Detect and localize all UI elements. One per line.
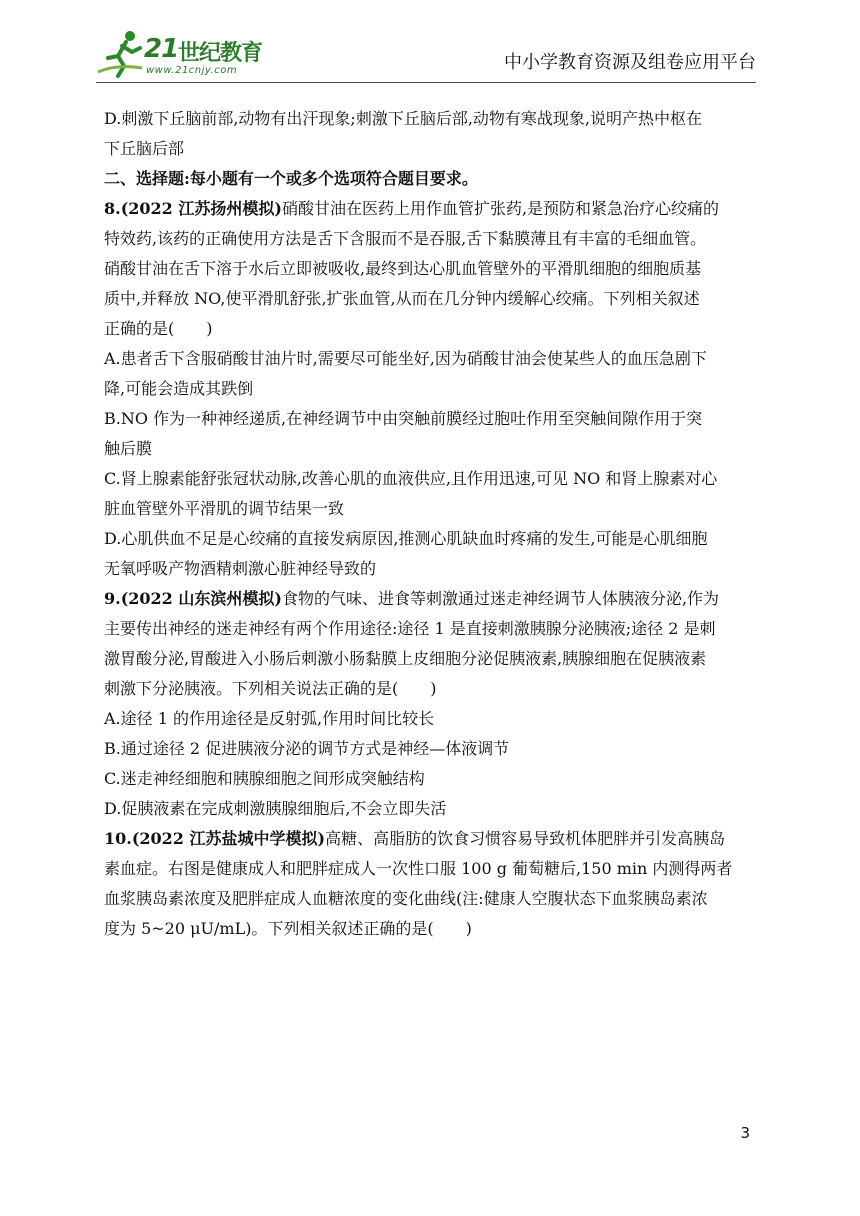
text-line	[104, 614, 760, 644]
text-line	[104, 494, 760, 524]
text-line	[104, 404, 760, 434]
line-text: D.促胰液素在完成刺激胰腺细胞后,不会立即失活	[104, 799, 447, 818]
line-text: 降,可能会造成其跌倒	[104, 379, 254, 398]
line-text: 高糖、高脂肪的饮食习惯容易导致机体肥胖并引发高胰岛	[325, 829, 726, 848]
line-text: 血浆胰岛素浓度及肥胖症成人血糖浓度的变化曲线(注:健康人空腹状态下血浆胰岛素浓	[104, 889, 708, 908]
logo	[96, 28, 266, 80]
line-text: 下丘脑后部	[104, 139, 185, 158]
line-text: A.途径 1 的作用途径是反射弧,作用时间比较长	[104, 709, 435, 728]
line-text: 主要传出神经的迷走神经有两个作用途径:途径 1 是直接刺激胰腺分泌胰液;途径 2 是刺	[104, 619, 716, 638]
question-source: 8.(2022 江苏扬州模拟)	[104, 199, 282, 218]
text-line	[104, 884, 760, 914]
line-text: 脏血管壁外平滑肌的调节结果一致	[104, 499, 345, 518]
text-line	[104, 464, 760, 494]
logo-url: www.21cnjy.com	[146, 65, 238, 76]
logo-number: 21	[144, 34, 179, 64]
line-text: B.通过途径 2 促进胰液分泌的调节方式是神经—体液调节	[104, 739, 510, 758]
line-text: 度为 5~20 μU/mL)。下列相关叙述正确的是( )	[104, 919, 472, 938]
text-line	[104, 704, 760, 734]
text-line	[104, 764, 760, 794]
line-text: C.肾上腺素能舒张冠状动脉,改善心肌的血液供应,且作用迅速,可见 NO 和肾上腺素对心	[104, 469, 718, 488]
line-text: 硝酸甘油在舌下溶于水后立即被吸收,最终到达心肌血管壁外的平滑肌细胞的细胞质基	[104, 259, 702, 278]
text-line	[104, 374, 760, 404]
text-line	[104, 644, 760, 674]
text-line	[104, 134, 760, 164]
text-line	[104, 314, 760, 344]
logo-text: 世纪教育	[178, 41, 263, 66]
line-text: 特效药,该药的正确使用方法是舌下含服而不是吞服,舌下黏膜薄且有丰富的毛细血管。	[104, 229, 707, 248]
text-line	[104, 524, 760, 554]
line-text: 硝酸甘油在医药上用作血管扩张药,是预防和紧急治疗心绞痛的	[281, 199, 720, 218]
text-line	[104, 164, 760, 194]
line-text: 激胃酸分泌,胃酸进入小肠后刺激小肠黏膜上皮细胞分泌促胰液素,胰腺细胞在促胰液素	[104, 649, 707, 668]
line-text: A.患者舌下含服硝酸甘油片时,需要尽可能坐好,因为硝酸甘油会使某些人的血压急剧下	[104, 349, 707, 368]
text-line	[104, 794, 760, 824]
line-text: 触后膜	[104, 439, 153, 458]
text-line	[104, 674, 760, 704]
header-divider	[96, 82, 756, 83]
text-line	[104, 104, 760, 134]
line-text: 素血症。右图是健康成人和肥胖症成人一次性口服 100 g 葡萄糖后,150 min 内测得两者	[104, 859, 733, 878]
line-text: D.刺激下丘脑前部,动物有出汗现象;刺激下丘脑后部,动物有寒战现象,说明产热中枢在	[104, 109, 702, 128]
line-text: B.NO 作为一种神经递质,在神经调节中由突触前膜经过胞吐作用至突触间隙作用于突	[104, 409, 703, 428]
line-text: D.心肌供血不足是心绞痛的直接发病原因,推测心肌缺血时疼痛的发生,可能是心肌细胞	[104, 529, 708, 548]
text-line	[104, 554, 760, 584]
line-text: 质中,并释放 NO,使平滑肌舒张,扩张血管,从而在几分钟内缓解心绞痛。下列相关叙述	[104, 289, 700, 308]
text-line	[104, 734, 760, 764]
line-text: 二、选择题:每小题有一个或多个选项符合题目要求。	[104, 169, 478, 188]
line-text: C.迷走神经细胞和胰腺细胞之间形成突触结构	[104, 769, 425, 788]
question-source: 9.(2022 山东滨州模拟)	[104, 589, 282, 608]
text-line	[104, 194, 760, 224]
question-source: 10.(2022 江苏盐城中学模拟)	[104, 829, 326, 848]
text-line	[104, 854, 760, 884]
line-text: 刺激下分泌胰液。下列相关说法正确的是( )	[104, 679, 437, 698]
text-line	[104, 284, 760, 314]
line-text: 食物的气味、进食等刺激通过迷走神经调节人体胰液分泌,作为	[281, 589, 720, 608]
page-header	[96, 28, 756, 80]
line-text: 无氧呼吸产物酒精刺激心脏神经导致的	[104, 559, 377, 578]
text-line	[104, 254, 760, 284]
text-line	[104, 914, 760, 944]
text-line	[104, 584, 760, 614]
page-number: 3	[740, 1124, 750, 1142]
text-line	[104, 824, 760, 854]
text-line	[104, 224, 760, 254]
document-body	[104, 104, 760, 944]
text-line	[104, 434, 760, 464]
line-text: 正确的是( )	[104, 319, 213, 338]
platform-name: 中小学教育资源及组卷应用平台	[504, 52, 756, 73]
text-line	[104, 344, 760, 374]
